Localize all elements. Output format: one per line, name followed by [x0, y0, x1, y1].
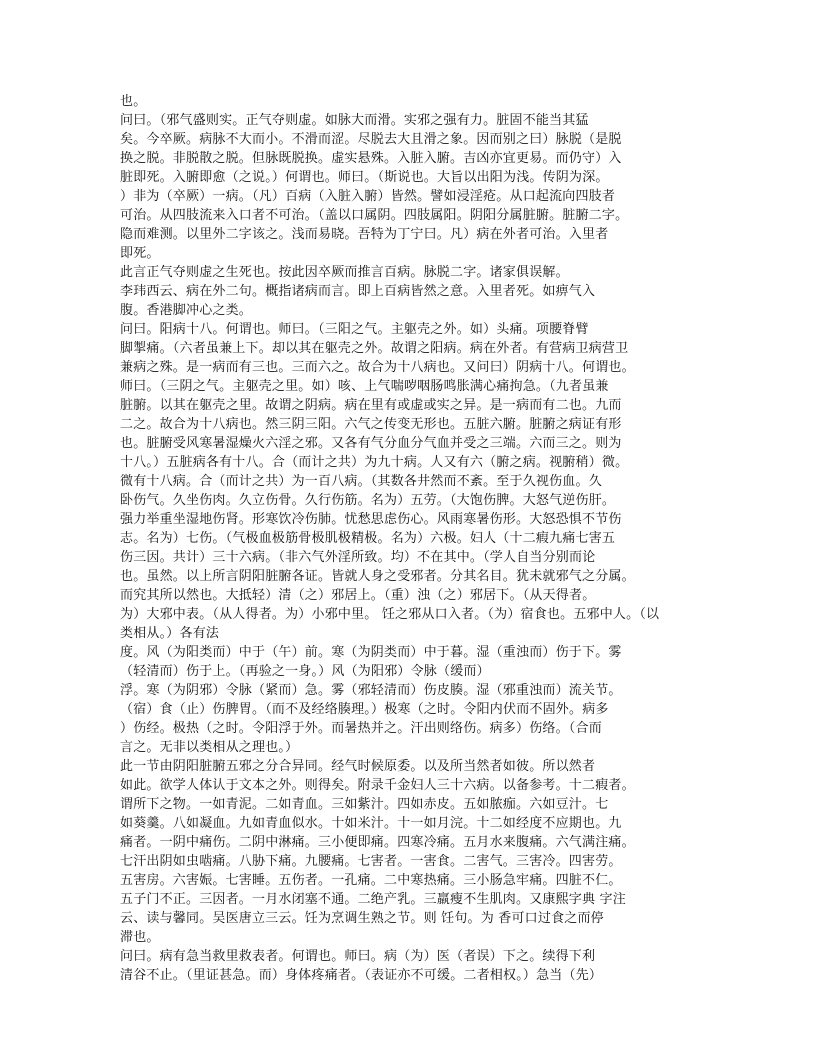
- text-line: 二之。故合为十八病也。然三阴三阳。六气之传变无形也。五脏六腑。脏腑之病证有形: [120, 417, 622, 432]
- text-line: 言之。无非以类相从之理也。）: [120, 740, 299, 755]
- text-line: 如此。欲学人体认于文本之外。则得矣。附录千金妇人三十六病。以备参考。十二瘕者。: [120, 778, 635, 793]
- text-line: 隐而难测。以里外二字该之。浅而易晓。吾特为丁宁曰。凡）病在外者可治。入里者: [120, 227, 609, 242]
- text-line: 度。风（为阳类而）中于（午）前。寒（为阴类而）中于暮。湿（重浊而）伤于下。雾: [120, 645, 622, 660]
- text-line: 此一节由阴阳脏腑五邪之分合异同。经气时候原委。以及所当然者如彼。所以然者: [120, 759, 596, 774]
- text-line: 可治。从四肢流来入口者不可治。（盖以口属阴。四肢属阳。阴阳分属脏腑。脏腑二字。: [120, 208, 629, 223]
- text-line: 师曰。（三阴之气。主躯壳之里。如）咳、上气喘哕咽肠鸣胀满心痛拘急。（九者虽兼: [120, 379, 609, 394]
- text-line: 清谷不止。（里证甚急。而）身体疼痛者。（表证亦不可缓。二者相权。）急当（先）: [120, 968, 603, 983]
- text-line: 五子门不正。三因者。一月水闭塞不通。二绝产乳。三羸瘦不生肌肉。又康熙字典 字注: [120, 892, 626, 907]
- text-line: 滞也。: [120, 930, 160, 945]
- text-line: 谓所下之物。一如青泥。二如青血。三如紫汁。四如赤皮。五如脓痂。六如豆汁。七: [120, 797, 609, 812]
- text-line: 脏腑。以其在躯壳之里。故谓之阴病。病在里有或虚或实之异。是一病而有二也。九而: [120, 398, 622, 413]
- text-line: 伤三因。共计）三十六病。（非六气外淫所致。均）不在其中。（学人自当分别而论: [120, 550, 596, 565]
- text-line: 此言正气夺则虚之生死也。按此因卒厥而推言百病。脉脱二字。诸家俱误解。: [120, 265, 569, 280]
- text-line: 也。脏腑受风寒暑湿燥火六淫之邪。又各有气分血分气血并受之三端。六而三之。则为: [120, 436, 622, 451]
- text-line: 云、读与馨同。吴医唐立三云。饪为烹调生熟之节。则 饪句。为 香可口过食之而停: [120, 911, 604, 926]
- text-line: 十八。）五脏病各有十八。合（而计之共）为九十病。人又有六（腑之病。视腑稍）微。: [120, 455, 629, 470]
- text-line: 也。: [120, 94, 147, 109]
- text-line: ）伤经。极热（之时。令阳浮于外。而暑热并之。汗出则络伤。病多）伤络。（合而: [120, 721, 602, 736]
- text-line: 微有十八病。合（而计之共）为一百八病。（其数各井然而不紊。至于久视伤血。久: [120, 474, 602, 489]
- text-line: 强力举重坐湿地伤肾。形寒饮冷伤肺。忧愁思虑伤心。风雨寒暑伤形。大怒恐惧不节伤: [120, 512, 622, 527]
- document-page: [120, 92, 710, 985]
- text-line: 志。名为）七伤。（气极血极筋骨极肌极精极。名为）六极。妇人（十二瘕九痛七害五: [120, 531, 616, 546]
- text-line: 而究其所以然也。大抵轻）清（之）邪居上。（重）浊（之）邪居下。（从天得者。: [120, 588, 596, 603]
- text-line: 五害房。六害娠。七害睡。五伤者。一孔痛。二中寒热痛。三小肠急牢痛。四脏不仁。: [120, 873, 622, 888]
- text-line: 脚掣痛。（六者虽兼上下。却以其在躯壳之外。故谓之阳病。病在外者。有营病卫病营卫: [120, 341, 629, 356]
- text-line: 也。虽然。以上所言阴阳脏腑各证。皆就人身之受邪者。分其名目。犹未就邪气之分属。: [120, 569, 635, 584]
- text-line: 矣。今卒厥。病脉不大而小。不滑而涩。尽脱去大且滑之象。因而别之曰）脉脱（是脱: [120, 132, 622, 147]
- text-line: 腹。香港脚冲心之类。: [120, 303, 253, 318]
- text-line: 李玮西云、病在外二句。概指诸病而言。即上百病皆然之意。入里者死。如痹气入: [120, 284, 596, 299]
- text-line: 如葵羹。八如凝血。九如青血似水。十如米汁。十一如月浣。十二如经度不应期也。九: [120, 816, 622, 831]
- text-line: 类相从。）各有法: [120, 626, 220, 641]
- text-line: 为）大邪中表。（从人得者。为）小邪中里。 饪之邪从口入者。（为）宿食也。五邪中人。（以: [120, 607, 660, 622]
- text-line: 问曰。病有急当救里救表者。何谓也。师曰。病（为）医（者误）下之。续得下利: [120, 949, 596, 964]
- text-line: 即死。: [120, 246, 160, 261]
- text-line: （宿）食（止）伤脾胃。（而不及经络腠理。）极寒（之时。令阳内伏而不固外。病多: [120, 702, 609, 717]
- text-line: 问曰。（邪气盛则实。正气夺则虚。如脉大而滑。实邪之强有力。脏固不能当其猛: [120, 113, 589, 128]
- text-line: 问曰。阳病十八。何谓也。师曰。（三阳之气。主躯壳之外。如）头痛。项腰脊臂: [120, 322, 589, 337]
- text-line: 换之脱。非脱散之脱。但脉既脱换。虚实悬殊。入脏入腑。吉凶亦宜更易。而仍守）入: [120, 151, 622, 166]
- text-line: 脏即死。入腑即愈（之说。）何谓也。师曰。（斯说也。大旨以出阳为浅。传阴为深。: [120, 170, 609, 185]
- text-line: ）非为（卒厥）一病。（凡）百病（入脏入腑）皆然。譬如浸淫疮。从口起流向四肢者: [120, 189, 616, 204]
- text-line: 兼病之殊。是一病而有三也。三而六之。故合为十八病也。又问曰）阴病十八。何谓也。: [120, 360, 635, 375]
- text-line: （轻清而）伤于上。（再验之一身。）风（为阳邪）令脉（缓而）: [120, 664, 490, 679]
- text-line: 浮。寒（为阴邪）令脉（紧而）急。雾（邪轻清而）伤皮腠。湿（邪重浊而）流关节。: [120, 683, 622, 698]
- text-line: 七汗出阴如虫啮痛。八胁下痛。九腰痛。七害者。一害食。二害气。三害冷。四害劳。: [120, 854, 622, 869]
- text-line: 卧伤气。久坐伤肉。久立伤骨。久行伤筋。名为）五劳。（大饱伤脾。大怒气逆伤肝。: [120, 493, 616, 508]
- text-line: 痛者。一阴中痛伤。二阴中淋痛。三小便即痛。四寒冷痛。五月水来腹痛。六气满注痛。: [120, 835, 635, 850]
